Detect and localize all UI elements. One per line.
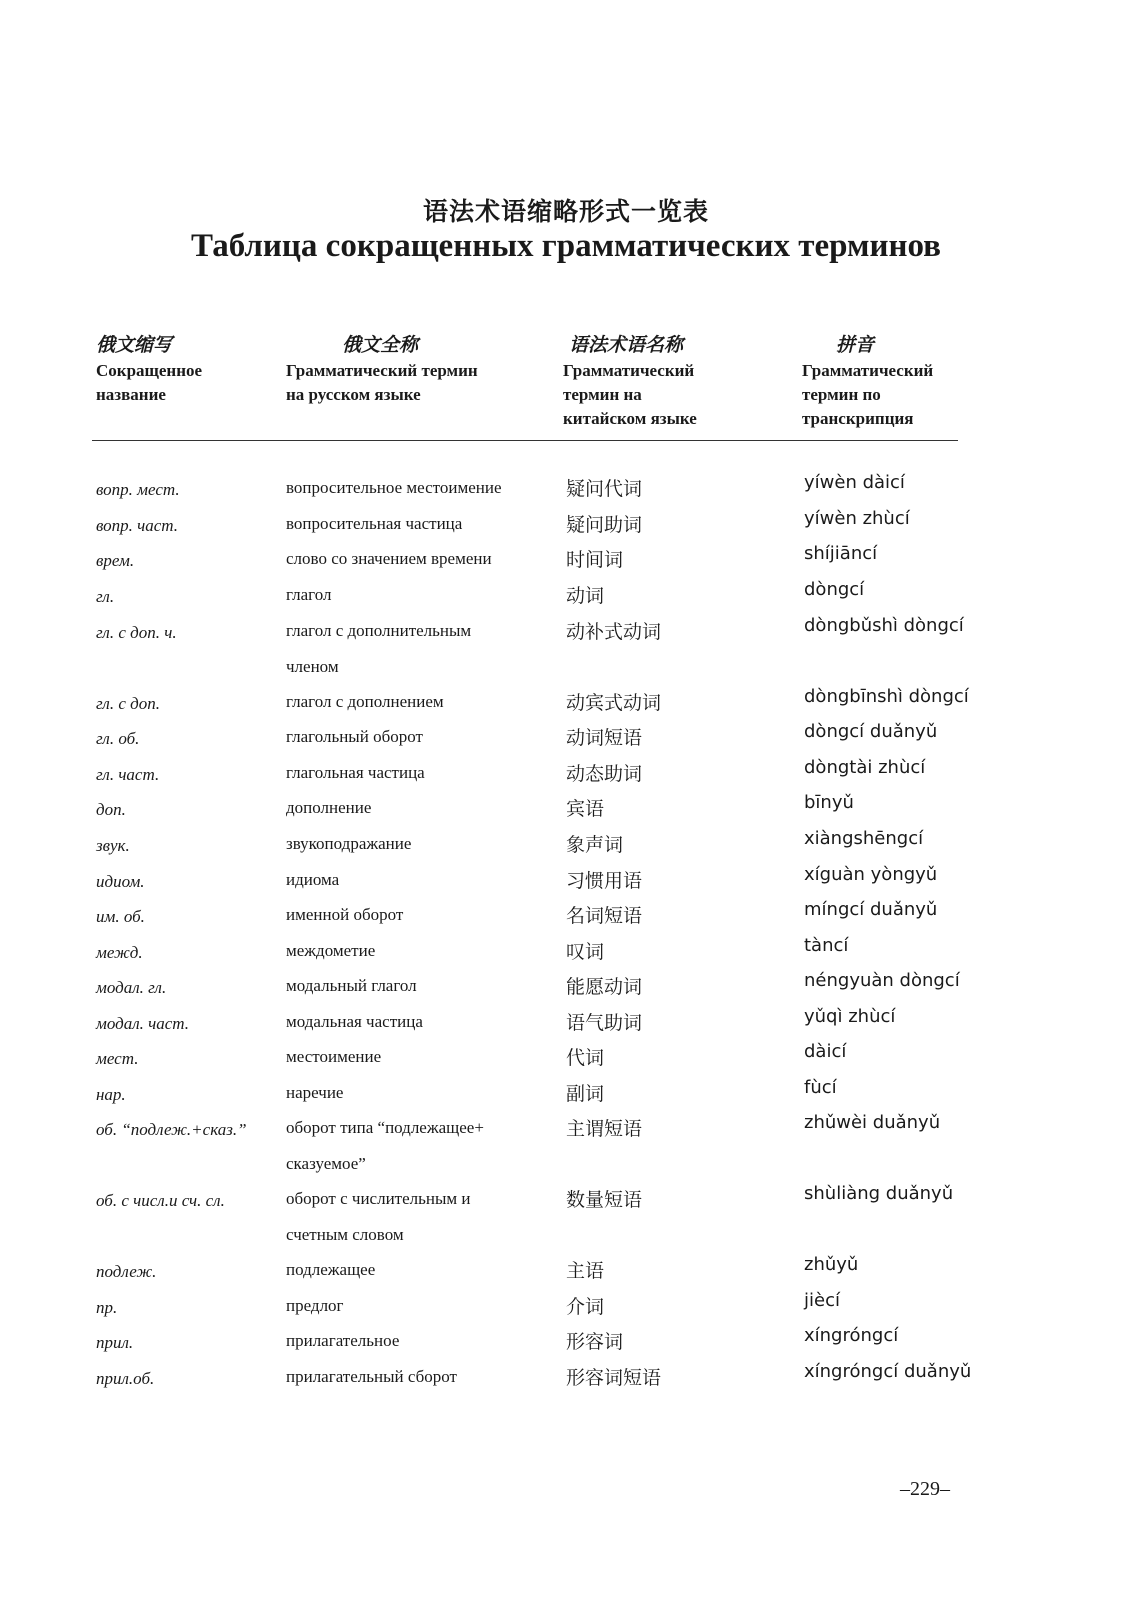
abbreviation-cell: гл. част. (96, 765, 160, 784)
table-header (0, 332, 1132, 432)
table-row (0, 901, 1132, 931)
chinese-term-cell: 叹词 (566, 941, 605, 963)
pinyin-cell: xíngróngcí duǎnyǔ (804, 1361, 972, 1382)
header-pinyin-cn: 拼音 (836, 334, 875, 356)
abbreviation-cell: гл. с доп. (96, 694, 160, 713)
abbreviation-cell: подлеж. (96, 1262, 157, 1281)
abbreviation-cell: гл. (96, 587, 115, 606)
page-title-russian: Таблица сокращенных грамматических терминов (191, 228, 941, 264)
full-name-cell: глагольная частица (286, 763, 425, 782)
full-name-cell: междометие (286, 941, 376, 960)
table-row (0, 474, 1132, 504)
chinese-term-cell: 动补式动词 (566, 621, 662, 643)
full-name-cell: глагол с дополнением (286, 692, 444, 711)
full-name-cell: прилагательный сборот (286, 1367, 457, 1386)
full-name-cell: оборот типа “подлежащее+ (286, 1118, 484, 1137)
header-chinese-term-ru: Грамматический термин на китайском языке (563, 361, 697, 428)
header-abbreviation (96, 332, 202, 407)
table-row (0, 1008, 1132, 1038)
table-row (0, 1327, 1132, 1357)
chinese-term-cell: 形容词 (566, 1331, 624, 1353)
full-name-cell: модальный глагол (286, 976, 417, 995)
pinyin-cell: dòngtài zhùcí (804, 757, 926, 778)
pinyin-cell: xíguàn yòngyǔ (804, 864, 938, 885)
abbreviation-cell: межд. (96, 943, 143, 962)
abbreviation-cell: об. “подлеж.+сказ.” (96, 1120, 247, 1139)
full-name-cell: глагол (286, 585, 332, 604)
table-row (0, 688, 1132, 718)
pinyin-cell: xiàngshēngcí (804, 828, 924, 849)
chinese-term-cell: 代词 (566, 1047, 605, 1069)
chinese-term-cell: 介词 (566, 1296, 605, 1318)
pinyin-cell: shíjiāncí (804, 543, 878, 564)
header-pinyin-ru: Грамматический термин по транскрипция (802, 361, 934, 428)
chinese-term-cell: 副词 (566, 1083, 605, 1105)
table-row (0, 1363, 1132, 1393)
table-row (0, 615, 1132, 676)
abbreviation-cell: нар. (96, 1085, 126, 1104)
full-name-cell: вопросительная частица (286, 514, 463, 533)
chinese-term-cell: 数量短语 (566, 1189, 643, 1211)
header-divider (92, 440, 958, 441)
full-name-cell: местоимение (286, 1047, 382, 1066)
abbreviation-cell: вопр. мест. (96, 480, 180, 499)
pinyin-cell: xíngróngcí (804, 1325, 899, 1346)
table-row (0, 1292, 1132, 1322)
pinyin-cell: yǔqì zhùcí (804, 1006, 896, 1027)
abbreviation-cell: врем. (96, 551, 135, 570)
full-name-cell: идиома (286, 870, 340, 889)
chinese-term-cell: 疑问助词 (566, 514, 643, 536)
pinyin-cell: dòngbīnshì dòngcí (804, 686, 969, 707)
pinyin-cell: bīnyǔ (804, 792, 854, 813)
chinese-term-cell: 名词短语 (566, 905, 643, 927)
full-name-cell: глагольный оборот (286, 727, 423, 746)
abbreviation-cell: идиом. (96, 872, 145, 891)
table-row (0, 723, 1132, 753)
abbreviation-cell: гл. об. (96, 729, 140, 748)
pinyin-cell: tàncí (804, 935, 849, 956)
pinyin-cell: yíwèn dàicí (804, 472, 905, 493)
abbreviation-cell: модал. част. (96, 1014, 190, 1033)
table-row (0, 866, 1132, 896)
abbreviation-cell: вопр. част. (96, 516, 179, 535)
pinyin-cell: dàicí (804, 1041, 847, 1062)
full-name-cell-continuation: членом (286, 657, 339, 676)
full-name-cell-continuation: сказуемое” (286, 1154, 366, 1173)
full-name-cell: дополнение (286, 798, 372, 817)
table-row (0, 937, 1132, 967)
chinese-term-cell: 能愿动词 (566, 976, 643, 998)
chinese-term-cell: 疑问代词 (566, 478, 643, 500)
header-full-name (286, 332, 478, 407)
full-name-cell: звукоподражание (286, 834, 412, 853)
table-row (0, 1043, 1132, 1073)
table-row (0, 545, 1132, 575)
pinyin-cell: zhǔwèi duǎnyǔ (804, 1112, 941, 1133)
chinese-term-cell: 动态助词 (566, 763, 643, 785)
chinese-term-cell: 象声词 (566, 834, 624, 856)
page-title-chinese: 语法术语缩略形式一览表 (422, 197, 709, 226)
header-chinese-term-cn: 语法术语名称 (569, 334, 684, 356)
table-row (0, 830, 1132, 860)
pinyin-cell: dòngbǔshì dòngcí (804, 615, 964, 636)
chinese-term-cell: 主语 (566, 1260, 605, 1282)
table-row (0, 794, 1132, 824)
chinese-term-cell: 时间词 (566, 549, 624, 571)
table-row (0, 1183, 1132, 1244)
chinese-term-cell: 动词 (566, 585, 605, 607)
full-name-cell: слово со значением времени (286, 549, 492, 568)
pinyin-cell: dòngcí (804, 579, 865, 600)
full-name-cell-continuation: счетным словом (286, 1225, 404, 1244)
pinyin-cell: shùliàng duǎnyǔ (804, 1183, 954, 1204)
pinyin-cell: fùcí (804, 1077, 837, 1098)
header-chinese-term (563, 332, 697, 431)
abbreviation-cell: модал. гл. (96, 978, 167, 997)
header-full-name-ru: Грамматический термин на русском языке (286, 361, 478, 404)
abbreviation-cell: об. с числ.и сч. сл. (96, 1191, 225, 1210)
full-name-cell: предлог (286, 1296, 344, 1315)
chinese-term-cell: 语气助词 (566, 1012, 643, 1034)
full-name-cell: наречие (286, 1083, 344, 1102)
abbreviation-cell: мест. (96, 1049, 139, 1068)
chinese-term-cell: 动词短语 (566, 727, 643, 749)
header-abbreviation-ru: Сокращенное название (96, 361, 203, 404)
pinyin-cell: míngcí duǎnyǔ (804, 899, 938, 920)
pinyin-cell: jiècí (804, 1290, 840, 1311)
header-abbreviation-cn: 俄文缩写 (96, 334, 173, 356)
chinese-term-cell: 主谓短语 (566, 1118, 643, 1140)
abbreviation-cell: пр. (96, 1298, 118, 1317)
table-row (0, 1112, 1132, 1173)
header-pinyin (802, 332, 933, 431)
chinese-term-cell: 宾语 (566, 798, 605, 820)
header-full-name-cn: 俄文全称 (342, 334, 419, 356)
chinese-term-cell: 习惯用语 (566, 870, 643, 892)
table-row (0, 972, 1132, 1002)
full-name-cell: именной оборот (286, 905, 404, 924)
table-row (0, 510, 1132, 540)
pinyin-cell: zhǔyǔ (804, 1254, 859, 1275)
table-row (0, 759, 1132, 789)
full-name-cell: подлежащее (286, 1260, 376, 1279)
abbreviation-cell: прил. (96, 1333, 134, 1352)
full-name-cell: глагол с дополнительным (286, 621, 472, 640)
chinese-term-cell: 动宾式动词 (566, 692, 662, 714)
full-name-cell: вопросительное местоимение (286, 478, 502, 497)
page-number: –229– (900, 1478, 950, 1500)
pinyin-cell: néngyuàn dòngcí (804, 970, 960, 991)
full-name-cell: оборот с числительным и (286, 1189, 471, 1208)
table-row (0, 1079, 1132, 1109)
full-name-cell: модальная частица (286, 1012, 423, 1031)
table-row (0, 581, 1132, 611)
abbreviation-cell: им. об. (96, 907, 145, 926)
abbreviation-cell: гл. с доп. ч. (96, 623, 177, 642)
full-name-cell: прилагательное (286, 1331, 400, 1350)
abbreviation-cell: звук. (96, 836, 130, 855)
abbreviation-cell: прил.об. (96, 1369, 155, 1388)
table-row (0, 1256, 1132, 1286)
chinese-term-cell: 形容词短语 (566, 1367, 662, 1389)
abbreviation-cell: доп. (96, 800, 126, 819)
pinyin-cell: yíwèn zhùcí (804, 508, 910, 529)
pinyin-cell: dòngcí duǎnyǔ (804, 721, 938, 742)
